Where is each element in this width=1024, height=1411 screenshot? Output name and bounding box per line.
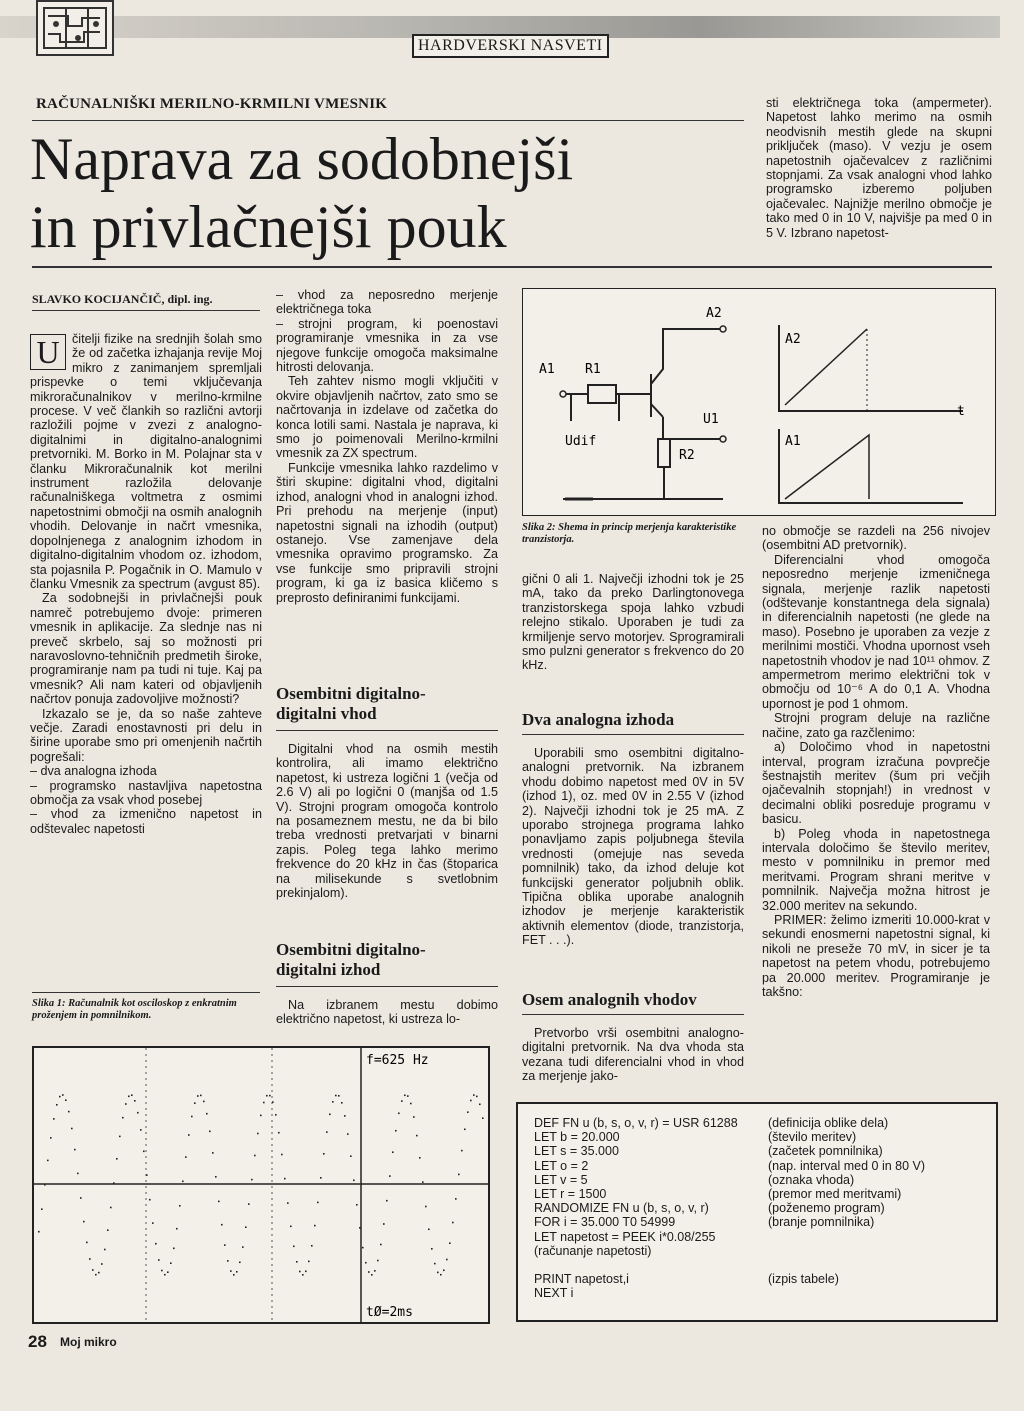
scope-sample — [443, 1270, 445, 1272]
col4-text — [762, 524, 990, 999]
scope-sample — [263, 1102, 265, 1104]
scope-sample — [419, 1157, 421, 1159]
scope-sample — [269, 1095, 271, 1097]
code-comment: (poženemo program) — [768, 1201, 885, 1216]
scope-sample — [188, 1134, 190, 1136]
scope-sample — [74, 1149, 76, 1151]
paragraph: Izkazalo se je, da so naše zahteve večje. Zaradi enostavnosti pri delu in širine uporabe smo pri omenjenih načrtih pogrešali: — [30, 706, 262, 764]
scope-sample — [326, 1131, 328, 1133]
heading-analog-output: Dva analogna izhoda — [522, 710, 675, 729]
scope-sample — [335, 1095, 337, 1097]
graph-label-a1: A1 — [785, 434, 801, 449]
scope-sample — [215, 1176, 217, 1178]
figure2-caption: Slika 2: Shema in princip merjenja karakteristike tranzistorja. — [522, 522, 737, 545]
scope-sample — [296, 1261, 298, 1263]
code-comment: (nap. interval med 0 in 80 V) — [768, 1158, 926, 1173]
scope-sample — [158, 1259, 160, 1261]
scope-sample — [302, 1274, 304, 1276]
col2-text-c — [276, 998, 498, 1027]
scope-sample — [398, 1113, 400, 1115]
scope-sample — [161, 1270, 163, 1272]
scope-sample — [476, 1096, 478, 1098]
scope-sample — [212, 1152, 214, 1154]
section-label: HARDVERSKI NASVETI — [412, 34, 609, 58]
scope-sample — [248, 1203, 250, 1205]
scope-sample — [275, 1114, 277, 1116]
scope-sample — [365, 1262, 367, 1264]
scope-sample — [134, 1100, 136, 1102]
code-statement: LET v = 5 — [534, 1172, 588, 1187]
code-comment: (začetek pomnilnika) — [768, 1144, 883, 1159]
scope-sample — [56, 1104, 58, 1106]
scope-sample — [425, 1206, 427, 1208]
scope-sample — [341, 1102, 343, 1104]
scope-sample — [467, 1111, 469, 1113]
code-statement: LET r = 1500 — [534, 1187, 607, 1202]
scope-sample — [359, 1227, 361, 1229]
scope-sample — [389, 1175, 391, 1177]
scope-sample — [233, 1274, 235, 1276]
list-item: – strojni program, ki poenostavi programiranje vmesnika in za vse njegove funkcije omogoča maksimalne hitrosti delovanja. — [276, 316, 498, 375]
scope-sample — [38, 1231, 40, 1233]
scope-sample — [272, 1101, 274, 1103]
scope-sample — [284, 1178, 286, 1180]
code-comment: (izpis tabele) — [768, 1272, 839, 1287]
scope-sample — [314, 1225, 316, 1227]
code-comment: (oznaka vhoda) — [768, 1172, 855, 1187]
scope-timebase-label: tØ=2ms — [366, 1305, 413, 1320]
scope-sample — [140, 1129, 142, 1131]
scope-sample — [308, 1261, 310, 1263]
scope-sample — [164, 1274, 166, 1276]
scope-sample — [206, 1113, 208, 1115]
scope-sample — [257, 1133, 259, 1135]
scope-sample — [209, 1131, 211, 1133]
code-line — [534, 1230, 925, 1244]
scope-sample — [77, 1173, 79, 1175]
code-statement: FOR i = 35.000 T0 54999 — [534, 1215, 676, 1230]
scope-sample — [368, 1271, 370, 1273]
label-a2: A2 — [706, 306, 722, 321]
label-u1: U1 — [703, 412, 719, 427]
scope-sample — [95, 1274, 97, 1276]
paragraph: Na izbranem mestu dobimo električno napetost, ki ustreza lo- — [276, 998, 498, 1027]
label-r1: R1 — [585, 362, 601, 377]
figure1-oscilloscope — [32, 1046, 490, 1324]
scope-sample — [197, 1095, 199, 1097]
scope-sample — [266, 1095, 268, 1097]
scope-sample — [194, 1102, 196, 1104]
scope-sample — [278, 1132, 280, 1134]
scope-sample — [89, 1258, 91, 1260]
dropcap: U — [30, 334, 66, 370]
code-statement: RANDOMIZE FN u (b, s, o, v, r) — [534, 1201, 709, 1216]
list-item: – dva analogna izhoda — [30, 764, 157, 779]
code-line — [534, 1244, 925, 1258]
scope-sample — [305, 1271, 307, 1273]
scope-sample — [50, 1137, 52, 1139]
scope-sample — [332, 1101, 334, 1103]
scope-sample — [176, 1228, 178, 1230]
scope-sample — [395, 1130, 397, 1132]
col4-top-text — [766, 96, 992, 240]
scope-sample — [131, 1094, 133, 1096]
heading-digital-output: Osembitni digitalno-digitalni izhod — [276, 940, 426, 979]
scope-sample — [41, 1208, 43, 1210]
scope-sample — [434, 1263, 436, 1265]
code-line — [534, 1130, 925, 1144]
paragraph: Diferencialni vhod omogoča neposredno merjenje izmeničnega signala, merjenje razlik napetosti (odštevanje konstantnega dela signala) in diferencialnih napetosti (ne glede na maso). Posebno je uporaben za vezje z merilnimi mostiči. Vhodna upornost vseh napetostnih vhodov je nad 10¹¹ ohmov. Z ampermetrom merimo električni tok v območju od 10⁻⁶ A do 0,1 A. Vhodna upornost je pod 1 ohmom. — [762, 552, 990, 711]
paragraph: b) Poleg vhoda in napetostnega intervala določimo še število meritev, mesto v pomnilniku in premor med meritvami. Program shrani meritve v pomnilnik. Največja možna hitrost je 32.000 meritev na sekundo. — [762, 826, 990, 913]
col2-text — [276, 288, 498, 605]
scope-sample — [422, 1181, 424, 1183]
scope-sample — [446, 1259, 448, 1261]
col3-text-b — [522, 746, 744, 948]
col3-text — [522, 572, 744, 673]
code-line — [534, 1286, 925, 1300]
scope-sample — [482, 1117, 484, 1119]
scope-sample — [281, 1154, 283, 1156]
scope-sample — [440, 1274, 442, 1276]
scope-sample — [167, 1271, 169, 1273]
scope-sample — [71, 1128, 73, 1130]
scope-sample — [62, 1094, 64, 1096]
scope-sample — [323, 1153, 325, 1155]
scope-sample — [410, 1103, 412, 1105]
paragraph: a) Določimo vhod in napetostni interval, program izračuna povprečje šestnajstih meritev (šum pri večjih ojačevalnih stopnjah!) in vrednost v decimalni obliki posreduje programu v basicu. — [762, 740, 990, 827]
scope-sample — [320, 1177, 322, 1179]
paragraph: čitelji fizike na srednjih šolah smo že od začetka izhajanja revije Moj mikro z zanimanjem spremljali prispevke o temi vključevanja mikroračunalnikov v merilno-krmilne procese. V več člankih so različni avtorji razložili pojme v zvezi z analogno-digitalnimi in digitalno-analognimi pretvorniki. M. Borko in M. Polajnar sta v članku Mikroračunalnik kot merilni instrument razložila delovanje računalniškega voltmetra z osmimi napetostnimi območji na osmih analognih vhodih. Delovanje in načrt vmesnika, dopolnjenega z analognim izhodom in digitalno-digitalnim vhodom oz. izhodom, sta pojasnila P. Pogačnik in O. Mamulo v članku Vmesnik za spectrum (avgust 85). — [30, 332, 262, 591]
scope-sample — [200, 1095, 202, 1097]
code-line — [534, 1116, 925, 1130]
scope-sample — [449, 1242, 451, 1244]
paragraph: PRIMER: želimo izmeriti 10.000-krat v sekundi enosmerni napetostni signal, ki nikoli ne preseže 70 mV, in sicer je ta napetost na petem vhodu, potrebujemo pa 20.000 meritev. Programiranje je takšno: — [762, 912, 990, 999]
scope-sample — [119, 1136, 121, 1138]
scope-sample — [377, 1260, 379, 1262]
scope-sample — [290, 1226, 292, 1228]
code-line — [534, 1272, 925, 1286]
scope-sample — [317, 1202, 319, 1204]
scope-sample — [311, 1245, 313, 1247]
code-comment: (branje pomnilnika) — [768, 1215, 875, 1230]
scope-sample — [416, 1135, 418, 1137]
scope-sample — [392, 1151, 394, 1153]
code-comment: (število meritev) — [768, 1130, 857, 1145]
scope-sample — [401, 1100, 403, 1102]
scope-sample — [155, 1243, 157, 1245]
article-kicker: RAČUNALNIŠKI MERILNO-KRMILNI VMESNIK — [36, 96, 388, 112]
scope-sample — [338, 1095, 340, 1097]
scope-sample — [353, 1180, 355, 1182]
article-title-line2: in privlačnejši pouk — [30, 194, 507, 260]
scope-sample — [461, 1150, 463, 1152]
scope-sample — [44, 1184, 46, 1186]
code-comment: (premor med meritvami) — [768, 1187, 902, 1202]
scope-sample — [122, 1117, 124, 1119]
scope-sample — [113, 1182, 115, 1184]
graph-label-a2: A2 — [785, 332, 801, 347]
list-item: – vhod za neposredno merjenje električnega toka — [276, 288, 498, 317]
scope-sample — [239, 1262, 241, 1264]
scope-sample — [293, 1246, 295, 1248]
scope-sample — [260, 1115, 262, 1117]
scope-sample — [203, 1101, 205, 1103]
figure1-caption: Slika 1: Računalnik kot osciloskop z enkratnim proženjem in pomnilnikom. — [32, 998, 237, 1021]
heading-digital-input: Osembitni digitalno-digitalni vhod — [276, 684, 426, 723]
scope-sample — [101, 1263, 103, 1265]
scope-sample — [350, 1155, 352, 1157]
scope-sample — [53, 1118, 55, 1120]
magazine-name: Moj mikro — [60, 1335, 117, 1349]
scope-sample — [146, 1174, 148, 1176]
scope-sample — [413, 1116, 415, 1118]
paragraph: Strojni program deluje na različne načine, zato ga razčlenimo: — [762, 711, 990, 740]
code-statement: LET napetost = PEEK i*0.08/255 — [534, 1229, 716, 1244]
scope-sample — [287, 1202, 289, 1204]
code-line — [534, 1187, 925, 1201]
scope-sample — [98, 1272, 100, 1274]
scope-sample — [374, 1270, 376, 1272]
scope-sample — [383, 1223, 385, 1225]
code-statement: LET b = 20.000 — [534, 1130, 620, 1145]
label-a1: A1 — [539, 362, 555, 377]
scope-sample — [230, 1270, 232, 1272]
list-item: – vhod za izmenično napetost in odštevalec napetosti — [30, 807, 262, 836]
scope-sample — [251, 1179, 253, 1181]
scope-sample — [356, 1204, 358, 1206]
scope-sample — [437, 1272, 439, 1274]
scope-sample — [221, 1224, 223, 1226]
scope-sample — [170, 1262, 172, 1264]
scope-sample — [452, 1222, 454, 1224]
scope-sample — [245, 1226, 247, 1228]
paragraph: Uporabili smo osembitni digitalno-analogni pretvornik. Na izbranem vhodu dobimo napetost med 0V in 5V (izhod 1), oz. med 0V in 2.55 V (izhod 2). Največji izhodni tok je 25 mA. Z uporabo strojnega programa lahko ponavljamo zapis poljubnega števila vrednosti (omejuje nas seveda pomnilnik) tako, da izhod deluje kot funkcijski generator poljubnih oblik. Tipična oblika uporabe analognih izhodov je merjenje karakteristik aktivnih elementov (diode, tranzistorja, FET . . .). — [522, 746, 744, 948]
scope-sample — [65, 1099, 67, 1101]
scope-sample — [473, 1094, 475, 1096]
heading-analog-input: Osem analognih vhodov — [522, 990, 697, 1009]
figure2-schematic — [523, 289, 995, 515]
label-r2: R2 — [679, 448, 695, 463]
scope-sample — [299, 1271, 301, 1273]
paragraph: Pretvorbo vrši osembitni analogno-digitalni pretvornik. Na dva vhoda sta vezana tudi diferencialni vhod in vhod za merjenje jako- — [522, 1026, 744, 1084]
scope-sample — [80, 1197, 82, 1199]
code-statement: DEF FN u (b, s, o, v, r) = USR 61288 — [534, 1116, 738, 1130]
scope-sample — [173, 1248, 175, 1250]
scope-sample — [404, 1095, 406, 1097]
col1-text — [30, 332, 262, 836]
paragraph: sti električnega toka (ampermeter). Napetost lahko merimo na osmih neodvisnih mestih glede na skupni priključek (maso). V vezju je osem napetostnih ojačevalcev z različnimi stopnjami. Za vsak analogni vhod lahko programsko izberemo poljuben ojačevalec. Najnižje merilno območje je tako med 0 in 10 V, najvišje pa med 0 in 5 V. Izbrano napetost- — [766, 96, 992, 240]
paragraph: Za sodobnejši in privlačnejši pouk namreč potrebujemo dvoje: primeren vmesnik in aplikacije. Za slednje nas ni preveč skrbelo, saj so možnosti pri naravoslovno-tehničnih predmetih široke, programiranje nam pa tudi ni tuje. Kaj pa vmesnik? Ali nam kateri od objavljenih načrtov ponuja zadovoljive možnosti? — [30, 591, 262, 707]
scope-sample — [59, 1096, 61, 1098]
scope-sample — [185, 1156, 187, 1158]
scope-sample — [86, 1242, 88, 1244]
paragraph: Funkcije vmesnika lahko razdelimo v štiri skupine: digitalni vhod, digitalni izhod, analogni vhod in analogni izhod. Pri prehodu na merjenje (input) napetostni signali na izhodih (output) ostanejo. Vse zamenjave dela vmesnika opravimo programsko. Za vse funkcije smo pripravili strojni program, ki ga iz basica kličemo s preprosto definiranimi funkcijami. — [276, 460, 498, 605]
code-statement: PRINT napetost,i — [534, 1272, 629, 1287]
scope-sample — [362, 1247, 364, 1249]
scope-sample — [347, 1133, 349, 1135]
scope-sample — [107, 1229, 109, 1231]
code-line — [534, 1201, 925, 1215]
scope-sample — [149, 1199, 151, 1201]
scope-sample — [431, 1248, 433, 1250]
scope-sample — [329, 1114, 331, 1116]
scope-sample — [152, 1222, 154, 1224]
scope-sample — [143, 1151, 145, 1153]
code-listing — [534, 1116, 925, 1300]
scope-sample — [128, 1096, 130, 1098]
article-title-line1: Naprava za sodobnejši — [30, 126, 574, 192]
page-number: 28 — [28, 1332, 47, 1351]
col3-text-c — [522, 1026, 744, 1084]
graph-label-t: t — [957, 404, 965, 419]
scope-sample — [92, 1269, 94, 1271]
code-statement: LET s = 35.000 — [534, 1144, 619, 1159]
scope-sample — [458, 1174, 460, 1176]
scope-sample — [125, 1103, 127, 1105]
scope-sample — [47, 1160, 49, 1162]
code-line — [534, 1159, 925, 1173]
scope-sample — [179, 1205, 181, 1207]
code-statement: (računanje napetosti) — [534, 1243, 652, 1258]
label-udif: Udif — [565, 434, 597, 449]
scope-frequency-label: f=625 Hz — [366, 1053, 429, 1068]
scope-sample — [479, 1104, 481, 1106]
code-comment: (definicija oblike dela) — [768, 1116, 889, 1130]
scope-sample — [236, 1271, 238, 1273]
scope-sample — [464, 1129, 466, 1131]
scope-sample — [344, 1115, 346, 1117]
basic-code-box — [516, 1102, 998, 1322]
scope-sample — [83, 1221, 85, 1223]
header-logo — [36, 0, 114, 56]
code-line — [534, 1215, 925, 1229]
code-statement: NEXT i — [534, 1286, 574, 1301]
scope-sample — [104, 1249, 106, 1251]
scope-sample — [407, 1095, 409, 1097]
scope-sample — [182, 1181, 184, 1183]
scope-sample — [470, 1100, 472, 1102]
scope-sample — [380, 1244, 382, 1246]
scope-sample — [224, 1244, 226, 1246]
paragraph: gični 0 ali 1. Največji izhodni tok je 25 mA, tako da preko Darlingtonovega tranzistorskega spoja lahko vzbudi relejno stikalo. Uporaben je tudi za krmiljenje servo motorjev. Sprogramirali smo pulzni generator s frekvenco do 20 kHz. — [522, 572, 744, 673]
scope-sample — [371, 1274, 373, 1276]
col2-text-b — [276, 742, 498, 900]
code-line — [534, 1144, 925, 1158]
code-statement: LET o = 2 — [534, 1158, 589, 1173]
scope-sample — [191, 1116, 193, 1118]
author-byline: SLAVKO KOCIJANČIČ, dipl. ing. — [32, 292, 213, 306]
scope-sample — [110, 1207, 112, 1209]
scope-sample — [254, 1155, 256, 1157]
scope-sample — [68, 1111, 70, 1113]
list-item: – programsko nastavljiva napetostna območja za vsak vhod posebej — [30, 778, 262, 807]
scope-sample — [386, 1200, 388, 1202]
paragraph: no območje se razdeli na 256 nivojev (osembitni AD pretvornik). — [762, 524, 990, 553]
scope-sample — [428, 1229, 430, 1231]
scope-sample — [116, 1158, 118, 1160]
code-line — [534, 1173, 925, 1187]
scope-sample — [227, 1260, 229, 1262]
paragraph: Teh zahtev nismo mogli vključiti v okvire objavljenih načrtov, zato smo se načrtovanja in izdelave od začetka do konca lotili sami. Nastala je naprava, ki smo jo poimenovali Merilno-krmilni vmesnik za ZX spectrum. — [276, 374, 498, 461]
scope-sample — [218, 1201, 220, 1203]
scope-sample — [242, 1246, 244, 1248]
scope-sample — [137, 1112, 139, 1114]
figure2 — [522, 288, 996, 516]
paragraph: Digitalni vhod na osmih mestih kontrolira, ali imamo električno napetost, ki ustreza logični 1 (večja od 2.6 V) ali po logični 0 (manjša od 1.5 V). Strojni program omogoča kontrolo na posameznem mestu, ne da bi bilo treba vrednosti pretvarjati v binarni zapis. Poleg tega lahko merimo frekvence do 20 kHz in čas (štoparica na milisekunde s svetlobnim prekinjalom). — [276, 742, 498, 901]
scope-sample — [455, 1198, 457, 1200]
